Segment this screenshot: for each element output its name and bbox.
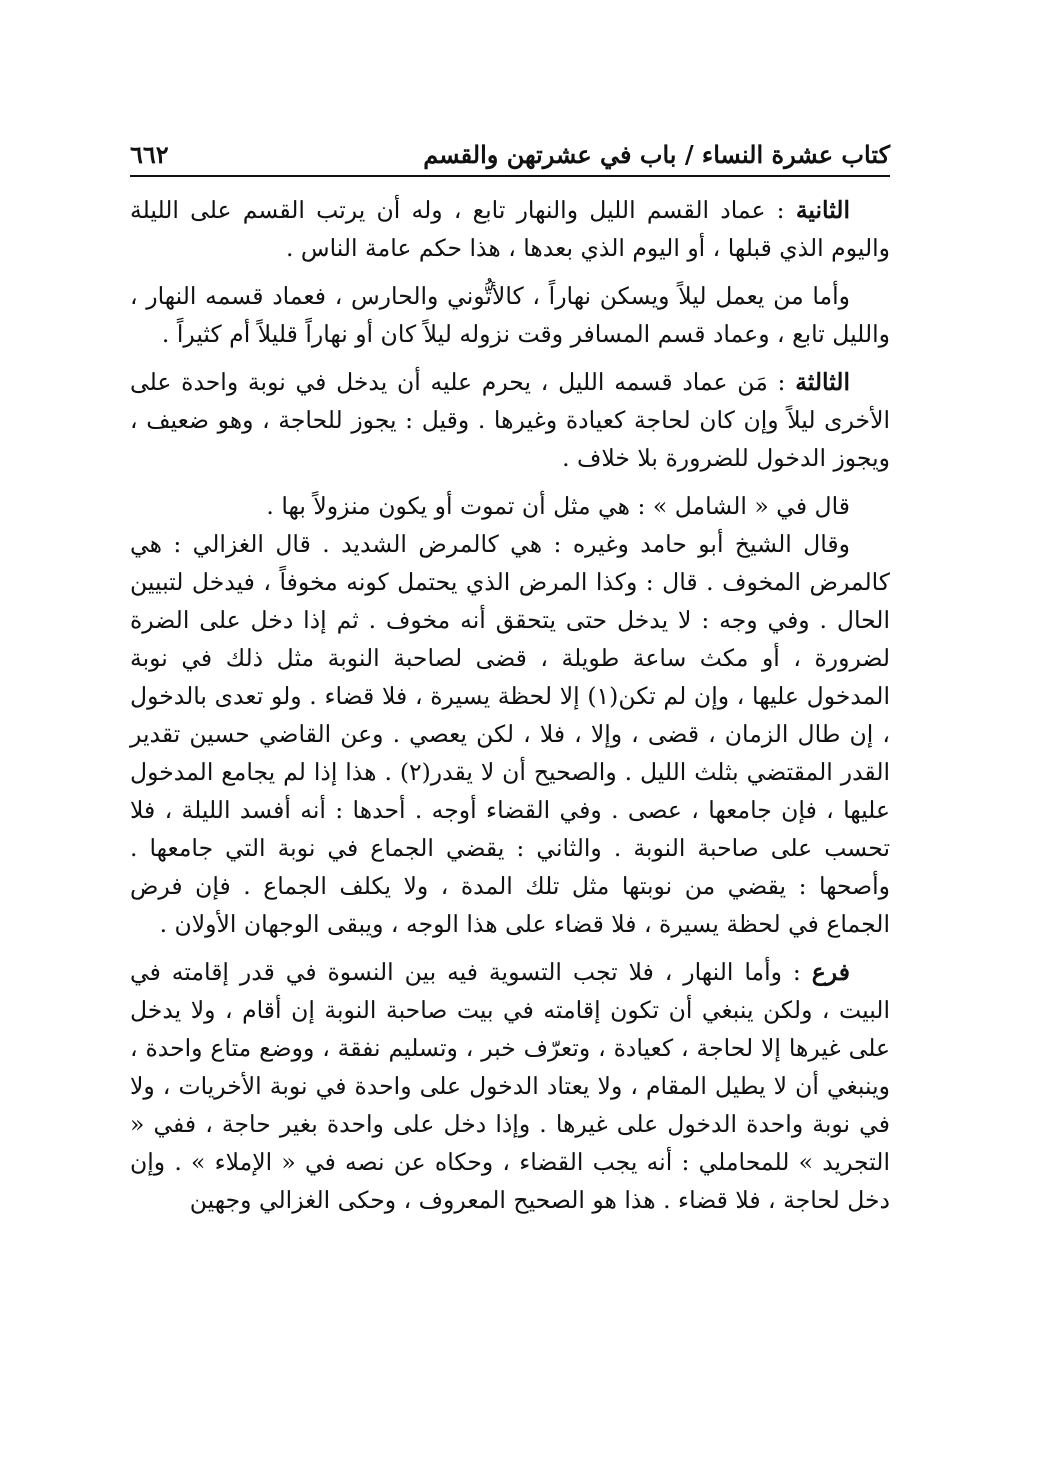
running-header bbox=[130, 140, 890, 173]
paragraph-text: قال في « الشامل » : هي مثل أن تموت أو يكون منزولاً بها . bbox=[266, 492, 850, 520]
paragraph-branch bbox=[130, 953, 890, 1219]
paragraph-night-workers bbox=[130, 277, 890, 353]
paragraph-abu-hamid bbox=[130, 525, 890, 943]
paragraph-third bbox=[130, 363, 890, 477]
paragraph-text: : عماد القسم الليل والنهار تابع ، وله أن يرتب القسم على الليلة واليوم الذي قبلها ، أو اليوم الذي بعدها ، هذا حكم عامة الناس . bbox=[130, 196, 890, 262]
paragraph-text: وأما من يعمل ليلاً ويسكن نهاراً ، كالأتُّوني والحارس ، فعماد قسمه النهار ، والليل تابع ، وعماد قسم المسافر وقت نزوله ليلاً كان أو نهاراً قليلاً أم كثيراً . bbox=[130, 282, 890, 348]
paragraph-lead: الثانية bbox=[795, 196, 850, 224]
paragraph-text: : مَن عماد قسمه الليل ، يحرم عليه أن يدخل في نوبة واحدة على الأخرى ليلاً وإن كان لحاجة كعيادة وغيرها . وقيل : يجوز للحاجة ، وهو ضعيف ، ويجوز الدخول للضرورة بلا خلاف . bbox=[130, 368, 890, 472]
paragraph-text: وقال الشيخ أبو حامد وغيره : هي كالمرض الشديد . قال الغزالي : هي كالمرض المخوف . قال : وكذا المرض الذي يحتمل كونه مخوفاً ، فيدخل لتبيين الحال . وفي وجه : لا يدخل حتى يتحقق أنه مخوف . ثم إذا دخل على الضرة لضرورة ، أو مكث ساعة طويلة ، قضى لصاحبة النوبة مثل ذلك في نوبة المدخول عليها ، وإن لم تكن(١) إلا لحظة يسيرة ، فلا قضاء . ولو تعدى بالدخول ، إن طال الزمان ، قضى ، وإلا ، فلا ، لكن يعصي . وعن القاضي حسين تقدير القدر المقتضي بثلث الليل . والصحيح أن لا يقدر(٢) . هذا إذا لم يجامع المدخول عليها ، فإن جامعها ، عصى . وفي القضاء أوجه . أحدها : أنه أفسد الليلة ، فلا تحسب على صاحبة النوبة . والثاني : يقضي الجماع في نوبة التي جامعها . وأصحها : يقضي من نوبتها مثل تلك المدة ، ولا يكلف الجماع . فإن فرض الجماع في لحظة يسيرة ، فلا قضاء على هذا الوجه ، ويبقى الوجهان الأولان . bbox=[130, 530, 891, 938]
page-number: ٦٦٢ bbox=[130, 140, 169, 169]
book-page bbox=[130, 140, 890, 1229]
paragraph-lead: الثالثة bbox=[795, 368, 850, 396]
paragraph-text: : وأما النهار ، فلا تجب التسوية فيه بين النسوة في قدر إقامته في البيت ، ولكن ينبغي أن تكون إقامته في بيت صاحبة النوبة إن أقام ، ولا يدخل على غيرها إلا لحاجة ، كعيادة ، وتعرّف خبر ، وتسليم نفقة ، ووضع متاع واحدة ، وينبغي أن لا يطيل المقام ، ولا يعتاد الدخول على واحدة في نوبة الأخريات ، ولا في نوبة واحدة الدخول على غيرها . وإذا دخل على واحدة بغير حاجة ، ففي « التجريد » للمحاملي : أنه يجب القضاء ، وحكاه عن نصه في « الإملاء » . وإن دخل لحاجة ، فلا قضاء . هذا هو الصحيح المعروف ، وحكى الغزالي وجهين bbox=[130, 958, 890, 1214]
page-body bbox=[130, 191, 890, 1219]
paragraph-second bbox=[130, 191, 890, 267]
paragraph-lead: فرع bbox=[811, 958, 850, 986]
header-rule bbox=[130, 175, 890, 177]
header-title: كتاب عشرة النساء / باب في عشرتهن والقسم bbox=[423, 140, 890, 169]
paragraph-shamil bbox=[130, 487, 890, 525]
